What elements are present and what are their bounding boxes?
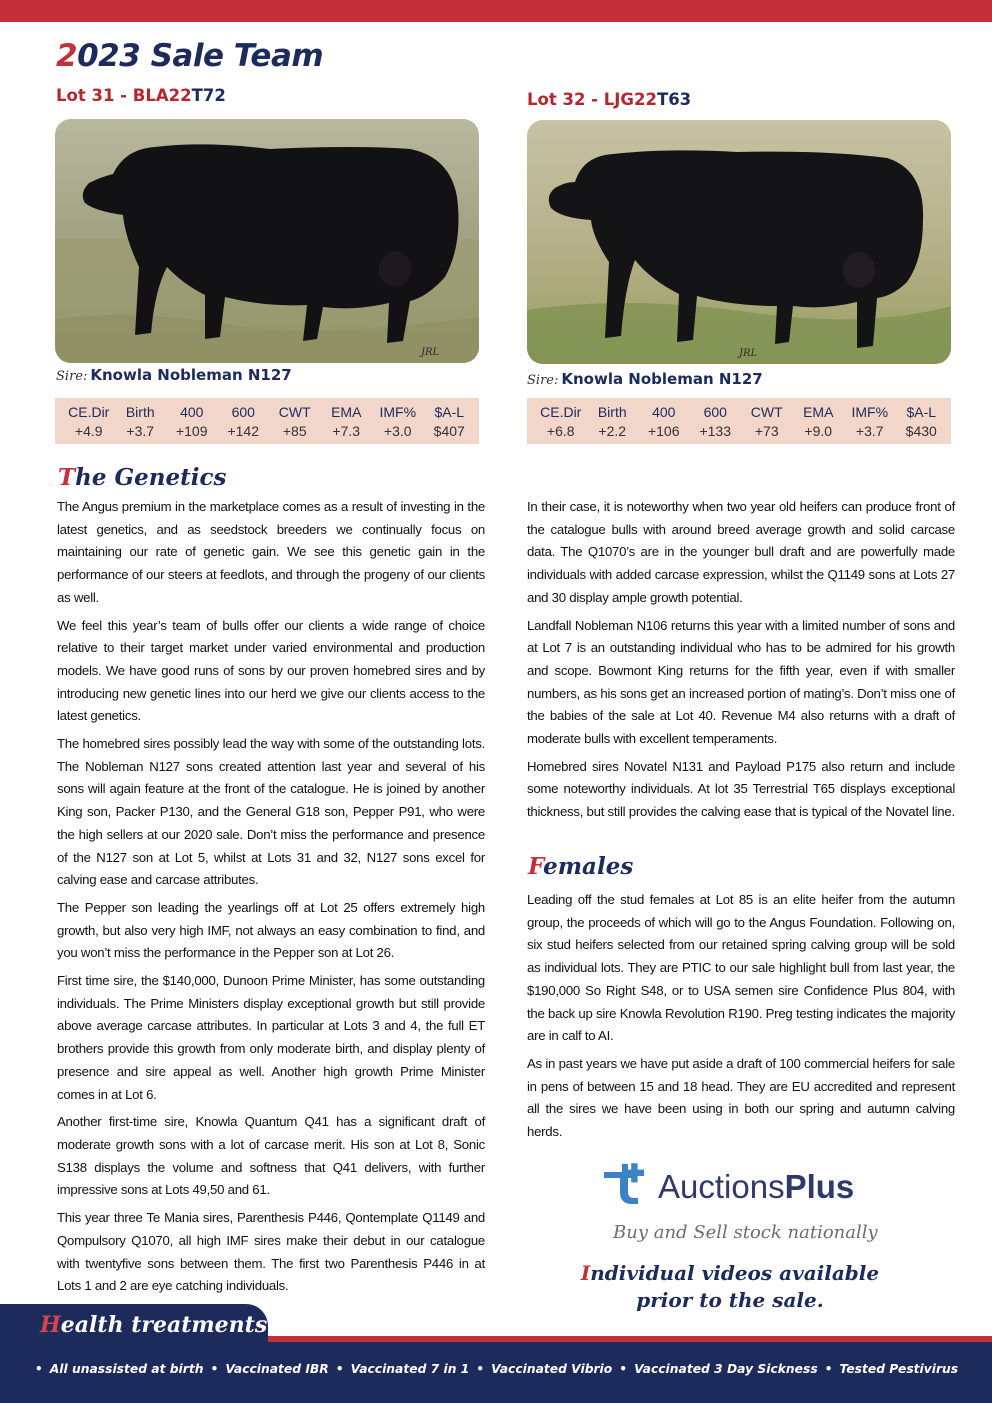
ebv-value: +133 xyxy=(699,423,732,439)
ebv-value: +109 xyxy=(175,423,208,439)
females-heading: Females xyxy=(528,853,634,880)
lot-32-ebv-table xyxy=(527,398,951,444)
paragraph: In their case, it is noteworthy when two year old heifers can produce front of the catalogue bulls with around breed average growth and solid carcase data. The Q1070’s are in the younger bull draft and are powerfully made individuals with added carcase expression, whilst the Q1149 sons at Lots 27 and 30 display ample growth potential. xyxy=(527,499,955,605)
photo-signature: JRL xyxy=(739,348,758,359)
ebv-header: $A-L xyxy=(906,404,937,420)
page-title: 2023 Sale Team xyxy=(56,38,324,74)
ebv-header: 600 xyxy=(703,404,727,420)
genetics-left-column xyxy=(57,496,485,1303)
ebv-header: 400 xyxy=(180,404,204,420)
paragraph: As in past years we have put aside a draft of 100 commercial heifers for sale in pens of between 15 and 18 head. They are EU accredited and represent all the sires we have been using in both our spring and autumn calving herds. xyxy=(527,1055,955,1140)
ebv-header: Birth xyxy=(597,404,627,420)
ebv-column xyxy=(269,403,321,444)
videos-notice: Individual videos available prior to the sale. xyxy=(580,1261,880,1312)
ebv-column xyxy=(844,403,896,444)
paragraph: The Pepper son leading the yearlings off at Lot 25 offers extremely high growth, but also very high IMF, not always an easy combination to find, and you won’t miss the performance in the Pepper son at Lot 26. xyxy=(57,899,485,961)
paragraph: Another first-time sire, Knowla Quantum Q41 has a significant draft of moderate growth sons with a lot of carcase merit. His son at Lot 8, Sonic S138 displays the volume and softness that Q41 delivers, with further impressive sons at Lots 49,50 and 61. xyxy=(57,1114,485,1198)
bull-photo-lot-32 xyxy=(527,120,951,364)
treatment-item: Vaccinated 7 in 1 xyxy=(350,1362,470,1376)
genetics-right-column xyxy=(527,496,955,829)
ebv-header: CWT xyxy=(278,404,311,420)
lot-31-heading: Lot 31 - BLA22T72 xyxy=(56,86,226,105)
lot-32-sire: Sire: Knowla Nobleman N127 xyxy=(527,370,763,388)
bullet-dot: • xyxy=(476,1362,485,1376)
ebv-value: +85 xyxy=(282,423,307,439)
ebv-column xyxy=(638,403,690,444)
ebv-header: EMA xyxy=(331,404,362,420)
treatment-item: All unassisted at birth xyxy=(49,1362,204,1376)
lot-31-ebv-table xyxy=(55,398,479,444)
paragraph: First time sire, the $140,000, Dunoon Prime Minister, has some outstanding individuals. The Prime Ministers display exceptional growth but still provide above average carcase attributes. In particular at Lots 3 and 4, the full ET brothers provide this growth from only moderate birth, and display plenty of presence and sire appeal as well. Another high growth Prime Minister comes in at Lot 6. xyxy=(57,973,485,1102)
ebv-column xyxy=(690,403,742,444)
ebv-column xyxy=(115,403,167,444)
ebv-column xyxy=(535,403,587,444)
paragraph: Leading off the stud females at Lot 85 is an elite heifer from the autumn group, the proceeds of which will go to the Angus Foundation. Following on, six stud heifers selected from our retained spring calving group will be sold as individual lots. They are PTIC to our sale highlight bull from last year, the $190,000 So Right S48, or to USA semen sire Confidence Plus 804, with the back up sire Knowla Revolution R190. Preg testing indicates the majority are in calf to AI. xyxy=(527,892,955,1044)
photo-signature: JRL xyxy=(421,347,440,358)
health-treatment-list xyxy=(0,1362,992,1376)
paragraph: The Angus premium in the marketplace comes as a result of investing in the latest genetics, and as seedstock breeders we continually focus on maintaining our rate of genetic gain. We see this genetic gain in the performance of our steers at feedlots, and through the progeny of our clients as well. xyxy=(57,499,485,605)
auctionsplus-tagline: Buy and Sell stock nationally xyxy=(613,1222,878,1243)
ebv-column xyxy=(793,403,845,444)
ebv-header: EMA xyxy=(803,404,834,420)
ebv-value: +73 xyxy=(754,423,779,439)
ebv-column xyxy=(321,403,373,444)
ebv-header: CE.Dir xyxy=(68,404,110,420)
bullet-dot: • xyxy=(824,1362,833,1376)
ebv-column xyxy=(896,403,948,444)
paragraph: We feel this year’s team of bulls offer our clients a wide range of choice relative to their target market under varied environmental and production models. We have good runs of sons by our proven homebred sires and by introducing new genetic lines into our herd we give our clients access to the latest genetics. xyxy=(57,617,485,724)
ebv-header: IMF% xyxy=(379,404,417,420)
bullet-dot: • xyxy=(34,1362,43,1376)
ebv-column xyxy=(166,403,218,444)
females-column xyxy=(527,889,955,1149)
lot-32-heading: Lot 32 - LJG22T63 xyxy=(527,90,692,109)
health-title: Health treatments xyxy=(40,1312,268,1338)
ebv-value: $430 xyxy=(905,423,937,439)
ebv-header: 600 xyxy=(231,404,255,420)
ebv-value: $407 xyxy=(433,423,465,439)
bullet-dot: • xyxy=(210,1362,219,1376)
ebv-header: CWT xyxy=(750,404,783,420)
ebv-header: Birth xyxy=(125,404,155,420)
paragraph: Homebred sires Novatel N131 and Payload P175 also return and include some noteworthy individuals. At lot 35 Terrestrial T65 displays exceptional thickness, but still provides the calving ease that is typical of the Novatel line. xyxy=(527,758,955,820)
ebv-column xyxy=(424,403,476,444)
treatment-item: Tested Pestivirus xyxy=(839,1362,959,1376)
ebv-value: +7.3 xyxy=(332,423,361,439)
treatment-item: Vaccinated 3 Day Sickness xyxy=(634,1362,818,1376)
ebv-value: +2.2 xyxy=(598,423,627,439)
ebv-column xyxy=(218,403,270,444)
lot-31-sire: Sire: Knowla Nobleman N127 xyxy=(56,366,292,384)
ebv-header: IMF% xyxy=(851,404,889,420)
genetics-heading: The Genetics xyxy=(58,464,227,491)
treatment-item: Vaccinated Vibrio xyxy=(491,1362,613,1376)
bullet-dot: • xyxy=(619,1362,628,1376)
top-accent-bar xyxy=(0,0,992,22)
ebv-header: 400 xyxy=(652,404,676,420)
ebv-column xyxy=(741,403,793,444)
ebv-column xyxy=(587,403,639,444)
ebv-column xyxy=(372,403,424,444)
ebv-value: +6.8 xyxy=(546,423,575,439)
auctionsplus-wordmark: AuctionsPlus xyxy=(658,1168,855,1205)
paragraph: Landfall Nobleman N106 returns this year with a limited number of sons and at Lot 7 is an outstanding individual who has to be admired for his growth and scope. Bowmont King returns for the fifth year, even if with smaller numbers, as his sons get an increased portion of mating’s. Don’t miss one of the babies of the sale at Lot 40. Revenue M4 also returns with a draft of moderate bulls with excellent temperaments. xyxy=(527,617,955,747)
treatment-item: Vaccinated IBR xyxy=(225,1362,329,1376)
ebv-value: +142 xyxy=(227,423,260,439)
auctionsplus-icon xyxy=(598,1158,658,1214)
ebv-value: +3.7 xyxy=(855,423,884,439)
ebv-value: +106 xyxy=(647,423,680,439)
bull-photo-lot-31 xyxy=(55,119,479,363)
bullet-dot: • xyxy=(335,1362,344,1376)
ebv-value: +3.0 xyxy=(383,423,412,439)
ebv-header: $A-L xyxy=(434,404,465,420)
ebv-column xyxy=(63,403,115,444)
ebv-value: +4.9 xyxy=(74,423,103,439)
paragraph: The homebred sires possibly lead the way with some of the outstanding lots. The Nobleman N127 sons created attention last year and several of his sons will again feature at the front of the catalogue. He is joined by another King son, Packer P130, and the General G18 son, Pepper P91, who were the high sellers at our 2020 sale. Don’t miss the performance and presence of the N127 son at Lot 5, whilst at Lots 31 and 32, N127 sons excel for calving ease and carcase attributes. xyxy=(57,736,485,888)
ebv-header: CE.Dir xyxy=(540,404,582,420)
paragraph: This year three Te Mania sires, Parenthesis P446, Qontemplate Q1149 and Qompulsory Q1070, all high IMF sires make their debut in our catalogue with twentyfive sons between them. The first two Parenthesis P446 in at Lots 1 and 2 are eye catching individuals. xyxy=(57,1210,485,1294)
ebv-value: +3.7 xyxy=(126,423,155,439)
ebv-value: +9.0 xyxy=(804,423,833,439)
